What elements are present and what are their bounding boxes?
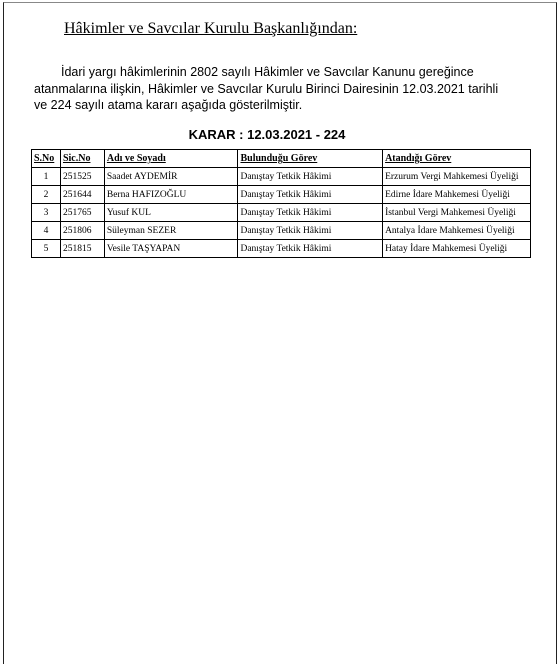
document-heading: Hâkimler ve Savcılar Kurulu Başkanlığından:: [64, 20, 358, 37]
table-header-row: [32, 150, 531, 168]
appointment-table: [31, 149, 531, 258]
intro-line: İdari yargı hâkimlerinin 2802 sayılı Hâkimler ve Savcılar Kanunu gereğince: [61, 65, 474, 79]
cell-sicil-no: 251644: [60, 186, 104, 204]
cell-sno: 5: [32, 240, 61, 258]
intro-paragraph: [34, 64, 534, 114]
intro-line: atanmalarına ilişkin, Hâkimler ve Savcılar Kurulu Birinci Dairesinin 12.03.2021 tarihli: [34, 81, 499, 96]
cell-current-position: Danıştay Tetkik Hâkimi: [238, 222, 383, 240]
decision-title: KARAR : 12.03.2021 - 224: [188, 127, 346, 142]
cell-name: Vesile TAŞYAPAN: [104, 240, 238, 258]
cell-current-position: Danıştay Tetkik Hâkimi: [238, 240, 383, 258]
header-sicil-no: Sic.No: [60, 150, 104, 168]
cell-appointed-position: Hatay İdare Mahkemesi Üyeliği: [383, 240, 531, 258]
cell-sno: 3: [32, 204, 61, 222]
table-row: [32, 240, 531, 258]
cell-current-position: Danıştay Tetkik Hâkimi: [238, 168, 383, 186]
cell-sicil-no: 251806: [60, 222, 104, 240]
cell-appointed-position: İstanbul Vergi Mahkemesi Üyeliği: [383, 204, 531, 222]
cell-appointed-position: Erzurum Vergi Mahkemesi Üyeliği: [383, 168, 531, 186]
cell-sno: 2: [32, 186, 61, 204]
cell-name: Saadet AYDEMİR: [104, 168, 238, 186]
cell-appointed-position: Antalya İdare Mahkemesi Üyeliği: [383, 222, 531, 240]
table-row: [32, 186, 531, 204]
cell-sno: 4: [32, 222, 61, 240]
cell-sicil-no: 251765: [60, 204, 104, 222]
cell-current-position: Danıştay Tetkik Hâkimi: [238, 186, 383, 204]
cell-current-position: Danıştay Tetkik Hâkimi: [238, 204, 383, 222]
cell-sicil-no: 251815: [60, 240, 104, 258]
cell-sno: 1: [32, 168, 61, 186]
table-row: [32, 222, 531, 240]
header-name: Adı ve Soyadı: [104, 150, 238, 168]
table-row: [32, 204, 531, 222]
intro-line: ve 224 sayılı atama kararı aşağıda gösterilmiştir.: [34, 98, 303, 112]
header-appointed-position: Atandığı Görev: [383, 150, 531, 168]
table-row: [32, 168, 531, 186]
cell-appointed-position: Edirne İdare Mahkemesi Üyeliği: [383, 186, 531, 204]
header-current-position: Bulunduğu Görev: [238, 150, 383, 168]
cell-name: Yusuf KUL: [104, 204, 238, 222]
header-sno: S.No: [32, 150, 61, 168]
decision-title-block: [0, 127, 560, 142]
cell-sicil-no: 251525: [60, 168, 104, 186]
cell-name: Berna HAFIZOĞLU: [104, 186, 238, 204]
cell-name: Süleyman SEZER: [104, 222, 238, 240]
